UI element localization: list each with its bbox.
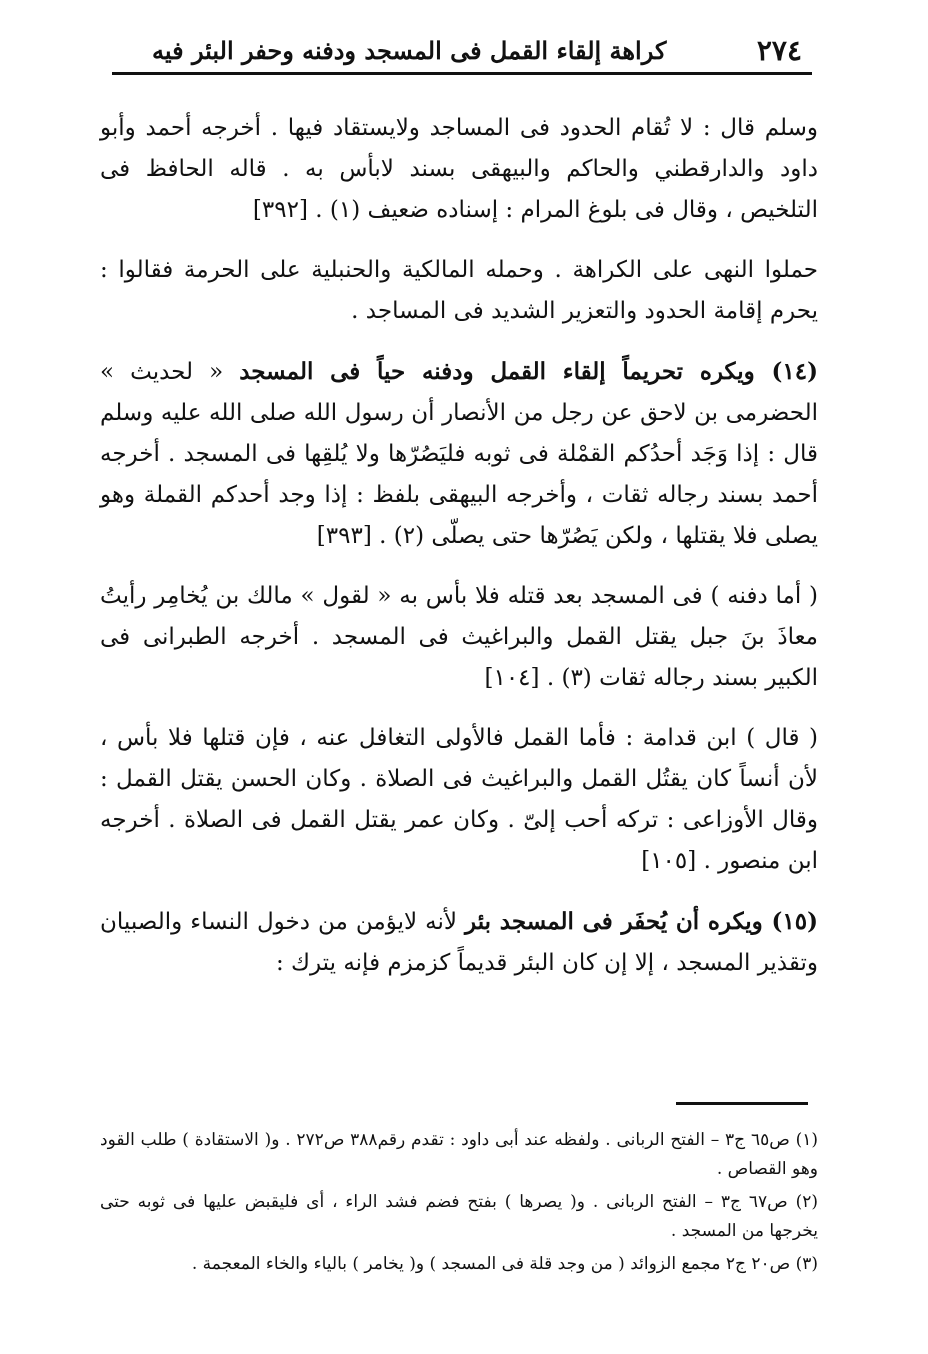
running-title: كراهة إلقاء القمل فى المسجد ودفنه وحفر البئر فيه xyxy=(152,35,667,65)
footnote-divider xyxy=(676,1102,808,1105)
paragraph-text: ( قال ) ابن قدامة : فأما القمل فالأولى التغافل عنه ، فإن قتلها فلا بأس ، لأن أنساً كان يقتُل القمل والبراغيث فى الصلاة . وكان الحسن يقتل القمل : وقال الأوزاعى : تركه أحب إلىّ . وكان عمر يقتل القمل فى الصلاة . أخرجه ابن منصور . xyxy=(100,725,818,874)
paragraph-text: وسلم قال : لا تُقام الحدود فى المساجد ولايستقاد فيها . أخرجه أحمد وأبو داود والدارقطني والحاكم والبيهقى بسند لابأس به . قاله الحافظ فى التلخيص ، وقال فى بلوغ المرام : إسناده ضعيف (١) . xyxy=(100,115,818,223)
footnote-1: (١) ص٦٥ ج٣ – الفتح الربانى . ولفظه عند أبى داود : تقدم رقم٣٨٨ ص٢٧٢ . و( الاستقادة ) طلب القود وهو القصاص . xyxy=(100,1130,818,1179)
reference-number: [١٠٥] xyxy=(641,848,697,874)
paragraph-lead: (١٤) ويكره تحريماً إلقاء القمل ودفنه حياً فى المسجد xyxy=(239,358,819,385)
reference-number: [١٠٤] xyxy=(484,665,540,691)
paragraph-1 xyxy=(100,108,818,231)
paragraph-3 xyxy=(100,351,818,557)
paragraph-text: « لحديث » الحضرمى بن لاحق عن رجل من الأنصار أن رسول الله صلى الله عليه وسلم قال : إذا وَجَد أحدُكم القمْلة فى ثوبه فليَصُرّها ولا يُلقِها فى المسجد . أخرجه أحمد بسند رجاله ثقات ، وأخرجه البيهقى بلفظ : إذا وجد أحدكم القملة وهو يصلى فلا يقتلها ، ولكن يَصُرّها حتى يصلّى (٢) . xyxy=(100,359,818,549)
page-header xyxy=(112,28,812,75)
paragraph-4 xyxy=(100,576,818,699)
footnotes xyxy=(100,1126,818,1283)
paragraph-6 xyxy=(100,901,818,984)
footnote-3: (٣) ص٢٠ ج٢ مجمع الزوائد ( من وجد قلة فى المسجد ) و( يخامر ) بالياء والخاء المعجمة . xyxy=(191,1254,818,1274)
paragraph-text: حملوا النهى على الكراهة . وحمله المالكية والحنبلية على الحرمة فقالوا : يحرم إقامة الحدود والتعزير الشديد فى المساجد . xyxy=(100,257,818,324)
paragraph-2 xyxy=(100,250,818,332)
main-text xyxy=(100,108,818,1003)
paragraph-5 xyxy=(100,718,818,882)
paragraph-lead: (١٥) ويكره أن يُحفَر فى المسجد بئر xyxy=(465,908,818,935)
reference-number: [٣٩٣] xyxy=(316,523,372,549)
footnote-2: (٢) ص٦٧ ج٣ – الفتح الربانى . و( يصرها ) بفتح فضم فشد الراء ، أى فليقبض عليها فى ثوبه حتى يخرجها من المسجد . xyxy=(100,1192,818,1241)
reference-number: [٣٩٢] xyxy=(252,197,308,223)
paragraph-text: لأنه لايؤمن من دخول النساء والصبيان وتقذير المسجد ، إلا إن كان البئر قديماً كزمزم فإنه يترك : xyxy=(100,909,818,976)
page-number: ٢٧٤ xyxy=(756,33,802,67)
paragraph-text: ( أما دفنه ) فى المسجد بعد قتله فلا بأس به « لقول » مالك بن يُخامِر رأيتُ معاذَ بنَ جبل يقتل القمل والبراغيث فى المسجد . أخرجه الطبرانى فى الكبير بسند رجاله ثقات (٣) . xyxy=(100,583,818,691)
